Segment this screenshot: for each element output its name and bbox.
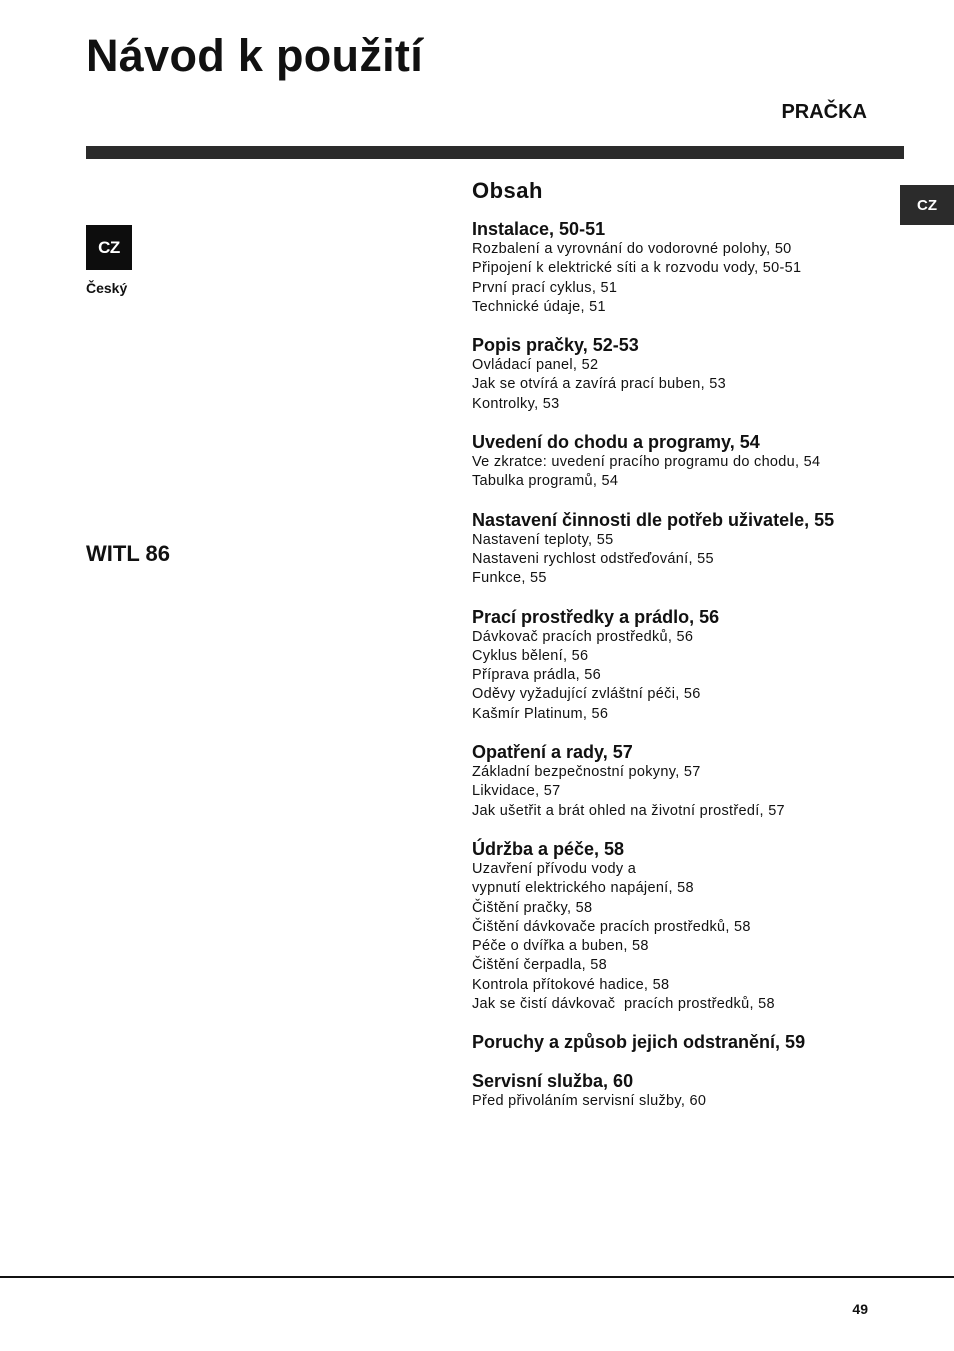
toc-item: Cyklus bělení, 56 xyxy=(472,647,589,664)
toc-sections xyxy=(472,218,892,1112)
page-number: 49 xyxy=(852,1301,868,1317)
language-badge: CZ xyxy=(86,225,132,270)
toc-item: Připojení k elektrické síti a k rozvodu vody, 50-51 xyxy=(472,260,802,277)
toc-item: Technické údaje, 51 xyxy=(472,298,606,315)
toc-item: vypnutí elektrického napájení, 58 xyxy=(472,880,694,897)
language-side-tab: CZ xyxy=(900,185,954,225)
model-name: WITL 86 xyxy=(86,541,170,566)
toc-item: Tabulka programů, 54 xyxy=(472,473,619,490)
toc-section xyxy=(472,1031,892,1053)
toc-section-heading: Údržba a péče, 58 xyxy=(472,838,625,859)
toc-item: Ovládací panel, 52 xyxy=(472,357,599,374)
toc-item: Uzavření přívodu vody a xyxy=(472,860,637,877)
toc-item: První prací cyklus, 51 xyxy=(472,279,618,296)
toc-section-heading: Popis pračky, 52-53 xyxy=(472,335,639,356)
toc-item: Čištění pračky, 58 xyxy=(472,899,593,916)
toc-section xyxy=(472,606,892,724)
toc-item: Základní bezpečnostní pokyny, 57 xyxy=(472,764,701,781)
toc-item: Před přivoláním servisní služby, 60 xyxy=(472,1093,707,1110)
toc-section-heading: Poruchy a způsob jejich odstranění, 59 xyxy=(472,1032,806,1053)
toc-item: Čištění dávkovače pracích prostředků, 58 xyxy=(472,918,751,935)
toc-item: Kašmír Platinum, 56 xyxy=(472,705,609,722)
toc-section-heading: Instalace, 50-51 xyxy=(472,219,606,239)
toc-section xyxy=(472,838,892,1014)
product-label: PRAČKA xyxy=(781,101,867,123)
toc-item: Likvidace, 57 xyxy=(472,783,561,800)
table-of-contents xyxy=(472,178,892,1129)
toc-section xyxy=(472,334,892,414)
toc-item: Oděvy vyžadující zvláštní péči, 56 xyxy=(472,686,701,703)
toc-section xyxy=(472,1070,892,1111)
toc-item: Péče o dvířka a buben, 58 xyxy=(472,938,649,955)
toc-section xyxy=(472,218,892,317)
toc-section xyxy=(472,509,892,589)
toc-section-heading: Opatření a rady, 57 xyxy=(472,742,633,763)
toc-section-heading: Prací prostředky a prádlo, 56 xyxy=(472,606,720,627)
toc-section-heading: Servisní služba, 60 xyxy=(472,1071,634,1092)
toc-title: Obsah xyxy=(472,178,543,203)
footer-divider xyxy=(0,1276,954,1278)
toc-item: Ve zkratce: uvedení pracího programu do chodu, 54 xyxy=(472,454,821,471)
header-divider xyxy=(86,146,904,159)
toc-item: Jak se otvírá a zavírá prací buben, 53 xyxy=(472,376,727,393)
page-title: Návod k použití xyxy=(86,30,424,81)
toc-item: Příprava prádla, 56 xyxy=(472,667,602,684)
toc-item: Nastavení teploty, 55 xyxy=(472,531,614,548)
toc-item: Čištění čerpadla, 58 xyxy=(472,957,607,974)
toc-section-heading: Nastavení činnosti dle potřeb uživatele, 55 xyxy=(472,509,835,530)
toc-section xyxy=(472,741,892,821)
toc-section xyxy=(472,431,892,492)
language-name: Český xyxy=(86,280,128,296)
toc-item: Rozbalení a vyrovnání do vodorovné polohy, 50 xyxy=(472,241,792,257)
toc-item: Jak se čistí dávkovač pracích prostředků, 58 xyxy=(472,996,775,1013)
toc-item: Kontrolky, 53 xyxy=(472,395,560,412)
toc-item: Dávkovač pracích prostředků, 56 xyxy=(472,628,694,645)
toc-item: Kontrola přítokové hadice, 58 xyxy=(472,976,670,993)
toc-item: Nastaveni rychlost odstřeďování, 55 xyxy=(472,550,714,567)
toc-section-heading: Uvedení do chodu a programy, 54 xyxy=(472,432,760,453)
toc-item: Funkce, 55 xyxy=(472,570,547,587)
toc-item: Jak ušetřit a brát ohled na životní prostředí, 57 xyxy=(472,802,785,819)
